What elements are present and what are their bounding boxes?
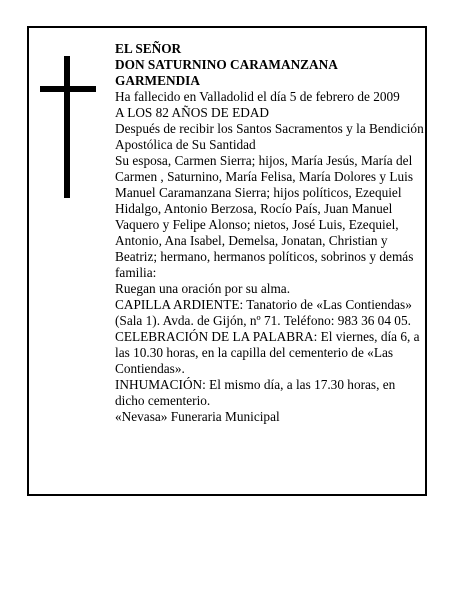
- obituary-notice: [27, 26, 427, 496]
- age-statement: A LOS 82 AÑOS DE EDAD: [115, 105, 270, 120]
- cross-vertical-bar: [64, 56, 70, 198]
- sacraments-statement: Después de recibir los Santos Sacramentos y la Bendición Apostólica de Su Santidad: [115, 121, 424, 152]
- family-list: Su esposa, Carmen Sierra; hijos, María Jesús, María del Carmen , Saturnino, María Felisa, María Dolores y Luis Manuel Caramanzana Sierra; hijos políticos, Ezequiel Hidalgo, Antonio Berzosa, Rocío País, Juan Manuel Vaquero y Felipe Alonso; nietos, José Luis, Ezequiel, Antonio, Ana Isabel, Demelsa, Jonatan, Christian y Beatriz; hermano, hermanos políticos, sobrinos y demás familia:: [115, 153, 414, 280]
- cross-icon: [40, 56, 96, 198]
- chapel-info: CAPILLA ARDIENTE: Tanatorio de «Las Contiendas» (Sala 1). Avda. de Gijón, nº 71. Teléfono: 983 36 04 05.: [115, 297, 412, 328]
- death-statement: Ha fallecido en Valladolid el día 5 de febrero de 2009: [115, 89, 400, 104]
- deceased-name-line2: GARMENDIA: [115, 73, 200, 88]
- prayer-request: Ruegan una oración por su alma.: [115, 281, 291, 296]
- celebration-info: CELEBRACIÓN DE LA PALABRA: El viernes, día 6, a las 10.30 horas, en la capilla del cementerio de «Las Contiendas».: [115, 329, 420, 376]
- notice-title: EL SEÑOR: [115, 41, 182, 56]
- burial-info: INHUMACIÓN: El mismo día, a las 17.30 horas, en dicho cementerio.: [115, 377, 396, 408]
- deceased-name-line1: DON SATURNINO CARAMANZANA: [115, 57, 338, 72]
- cross-horizontal-bar: [40, 86, 96, 92]
- funeral-home: «Nevasa» Funeraria Municipal: [115, 409, 280, 424]
- notice-text: [115, 41, 425, 425]
